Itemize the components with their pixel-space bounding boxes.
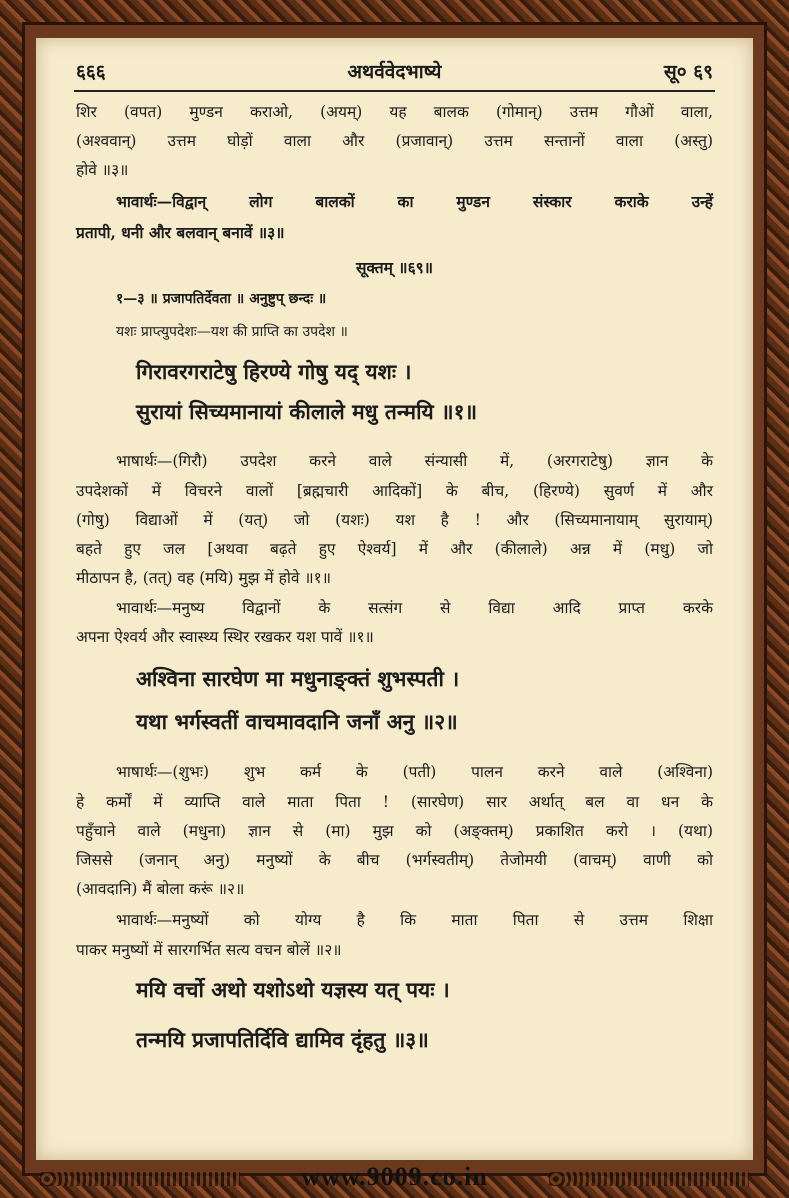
text-line: (आवदानि) मैं बोला करूं ॥२॥ [76,880,245,898]
sukta-heading: सूक्तम् ॥६९॥ [356,258,433,277]
bhashartha-line: भाषार्थः—(शुभः) शुभ कर्म के (पती) पालन करने वाले (अश्विना) [116,763,713,781]
text-line: हे कर्मों में व्याप्ति वाले माता पिता ! (सारघेण) सार अर्थात् बल वा धन के [76,793,713,811]
bhavartha-line: भावार्थः—मनुष्यों को योग्य है कि माता पिता से उत्तम शिक्षा [116,911,713,929]
bhavartha-line: प्रतापी, धनी और बलवान् बनावें ॥३॥ [76,223,285,242]
mantra-line: अश्विना सारघेण मा मधुनाङ्क्तं शुभस्पती । [136,666,460,691]
mantra-line: मयि वर्चो अथो यशोऽथो यज्ञस्य यत् पयः । [136,977,450,1002]
text-line: उपदेशकों में विचरने वालों [ब्रह्मचारी आदिकों] के बीच, (हिरण्ये) सुवर्ण में और [76,482,713,500]
text-line: बहते हुए जल [अथवा बढ़ते हुए ऐश्वर्य] में और (कीलाले) अन्न में (मधु) जो [76,540,713,558]
text-line: (गोषु) विद्याओं में (यत्) जो (यशः) यश है ! और (सिच्यमानायाम् सुरायाम्) [76,511,713,529]
bhavartha-line: पाकर मनुष्यों में सारगर्भित सत्य वचन बोलें ॥२॥ [76,941,342,959]
sukta-number: सू० ६९ [663,61,713,83]
text-line: पहुँचाने वाले (मधुना) ज्ञान से (मा) मुझ को (अङ्क्तम्) प्रकाशित करो । (यथा) [76,822,713,840]
mantra-line: यथा भर्गस्वतीं वाचमावदानि जनाँ अनु ॥२॥ [136,709,458,734]
header-divider [74,90,715,92]
text-line: शिर (वपत) मुण्डन कराओ, (अयम्) यह बालक (गोमान्) उत्तम गौओं वाला, [76,103,713,121]
mantra-line: गिरावरगराटेषु हिरण्ये गोषु यद् यशः । [136,359,412,384]
devata-line: १—३ ॥ प्रजापतिर्देवता ॥ अनुष्टुप् छन्दः ॥ [116,291,327,307]
subject-line: यशः प्राप्त्युपदेशः—यश की प्राप्ति का उपदेश ॥ [116,324,348,340]
book-title: अथर्ववेदभाष्ये [347,61,442,83]
site-watermark: www.9009.co.in [301,1162,488,1191]
bhashartha-line: भाषार्थः—(गिरौ) उपदेश करने वाले संन्यासी में, (अरगराटेषु) ज्ञान के [116,452,713,470]
book-page [36,38,753,1160]
mantra-line: सुरायां सिच्यमानायां कीलाले मधु तन्मयि ॥१॥ [136,399,478,424]
text-line: मीठापन है, (तत्) वह (मयि) मुझ में होवे ॥१॥ [76,569,332,587]
text-line: होवे ॥३॥ [76,161,129,179]
mantra-line: तन्मयि प्रजापतिर्दिवि द्यामिव दृंहतु ॥३॥ [136,1027,429,1052]
bhavartha-line: अपना ऐश्वर्य और स्वास्थ्य स्थिर रखकर यश पावें ॥१॥ [76,628,374,646]
text-line: जिससे (जनान् अनु) मनुष्यों के बीच (भर्गस्वतीम्) तेजोमयी (वाचम्) वाणी को [76,851,713,869]
bhavartha-line: भावार्थः—विद्वान् लोग बालकों का मुण्डन संस्कार कराके उन्हें [116,192,713,211]
page-number: ६६६ [76,61,106,83]
page-header [76,58,713,88]
text-line: (अश्ववान्) उत्तम घोड़ों वाला और (प्रजावान्) उत्तम सन्तानों वाला (अस्तु) [76,132,713,150]
bhavartha-line: भावार्थः—मनुष्य विद्वानों के सत्संग से विद्या आदि प्राप्त करके [116,599,713,617]
